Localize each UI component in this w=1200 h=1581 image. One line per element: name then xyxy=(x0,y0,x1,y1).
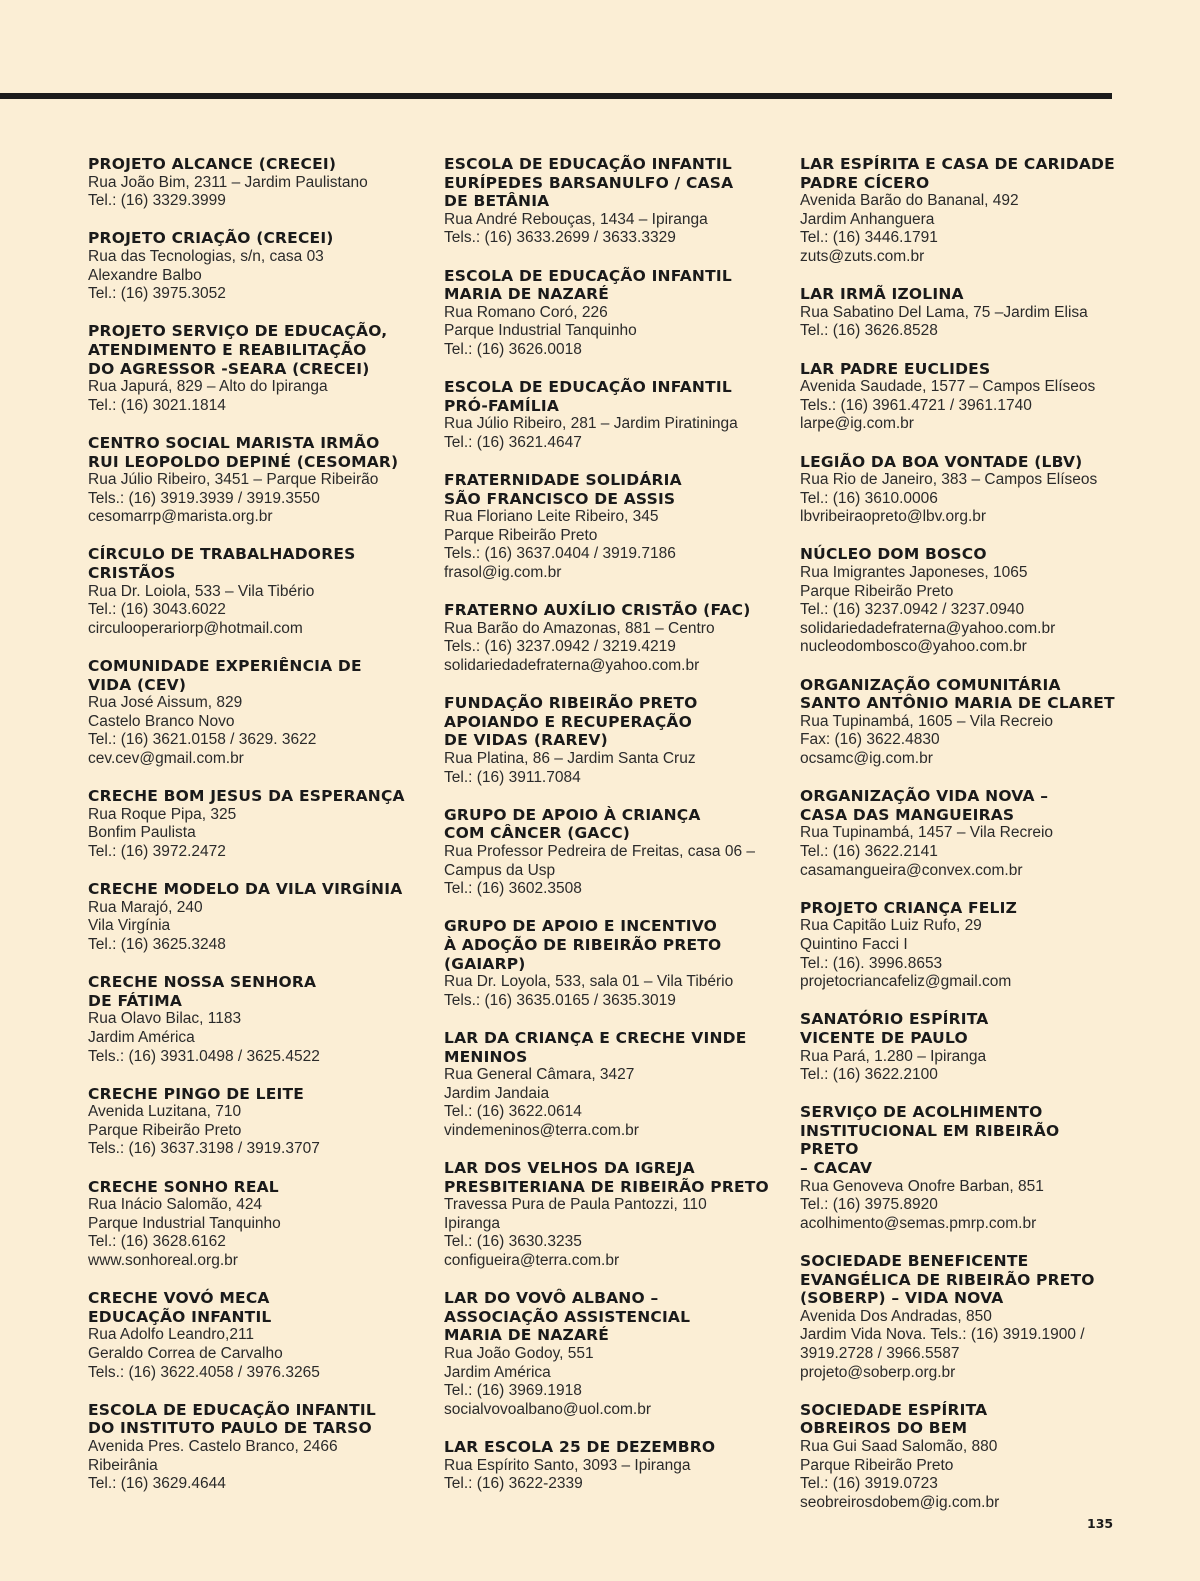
entry-contact-link[interactable]: configueira@terra.com.br xyxy=(444,1252,620,1270)
entry-detail-line: Parque Ribeirão Preto xyxy=(800,1456,954,1474)
page-number: 135 xyxy=(1087,1516,1114,1531)
entry-detail-line: Tel.: (16) 3628.6162 xyxy=(88,1233,226,1251)
entry-detail-line: Jardim América xyxy=(444,1363,551,1381)
directory-entry xyxy=(444,806,774,899)
entry-detail-line: Tels.: (16) 3961.4721 / 3961.1740 xyxy=(800,396,1032,414)
directory-entry xyxy=(444,378,774,452)
directory-entry xyxy=(444,1289,774,1419)
entry-contact-link[interactable]: seobreirosdobem@ig.com.br xyxy=(800,1493,1000,1511)
entry-detail-line: Rua Gui Saad Salomão, 880 xyxy=(800,1437,998,1455)
entry-detail-line: Rua Floriano Leite Ribeiro, 345 xyxy=(444,508,659,526)
entry-detail-line: Tel.: (16) 3911.7084 xyxy=(444,768,581,786)
entry-contact-link[interactable]: larpe@ig.com.br xyxy=(800,415,914,433)
entry-title: COMUNIDADE EXPERIÊNCIA DE VIDA (CEV) xyxy=(88,657,362,694)
entry-contact-link[interactable]: acolhimento@semas.pmrp.com.br xyxy=(800,1214,1037,1232)
entry-detail-line: Tels.: (16) 3637.0404 / 3919.7186 xyxy=(444,545,676,563)
entry-title: SOCIEDADE BENEFICENTE EVANGÉLICA DE RIBEIRÃO PRETO (SOBERP) – VIDA NOVA xyxy=(800,1252,1095,1308)
entry-detail-line: Rua Adolfo Leandro,211 xyxy=(88,1326,255,1344)
entry-title: ORGANIZAÇÃO COMUNITÁRIA SANTO ANTÔNIO MARIA DE CLARET xyxy=(800,675,1115,713)
entry-title: LAR DOS VELHOS DA IGREJA PRESBITERIANA DE RIBEIRÃO PRETO xyxy=(444,1159,769,1196)
entry-contact-link[interactable]: frasol@ig.com.br xyxy=(444,564,562,582)
entry-detail-line: Rua Tupinambá, 1457 – Vila Recreio xyxy=(800,824,1054,842)
entry-title: LAR ESCOLA 25 DE DEZEMBRO xyxy=(444,1437,716,1456)
entry-detail-line: Rua Barão do Amazonas, 881 – Centro xyxy=(444,619,715,637)
entry-title: FUNDAÇÃO RIBEIRÃO PRETO APOIANDO E RECUPERAÇÃO DE VIDAS (RAREV) xyxy=(444,694,698,750)
entry-detail-line: Tels.: (16) 3919.3939 / 3919.3550 xyxy=(88,489,320,507)
entry-detail-line: Tel.: (16) 3629.4644 xyxy=(88,1475,226,1493)
entry-title: PROJETO SERVIÇO DE EDUCAÇÃO, ATENDIMENTO E REABILITAÇÃO DO AGRESSOR -SEARA (CRECEI) xyxy=(88,322,388,378)
entry-title: NÚCLEO DOM BOSCO xyxy=(800,545,987,564)
entry-title: CÍRCULO DE TRABALHADORES CRISTÃOS xyxy=(88,545,356,583)
entry-detail-line: Rua Imigrantes Japoneses, 1065 xyxy=(800,564,1028,582)
directory-column-2 xyxy=(444,155,774,1512)
directory-entry xyxy=(88,545,418,638)
entry-detail-line: Rua Professor Pedreira de Freitas, casa 06 – xyxy=(444,842,756,860)
entry-detail-line: Tel.: (16) 3975.3052 xyxy=(88,285,226,303)
entry-detail-line: Parque Ribeirão Preto xyxy=(88,1121,242,1139)
directory-entry xyxy=(444,1159,774,1271)
directory-entry xyxy=(88,155,418,211)
entry-detail-line: Tel.: (16) 3626.0018 xyxy=(444,340,582,358)
entry-detail-line: Tels.: (16) 3635.0165 / 3635.3019 xyxy=(444,991,676,1009)
entry-detail-line: Rua Roque Pipa, 325 xyxy=(88,805,237,823)
entry-detail-line: Tel.: (16) 3446.1791 xyxy=(800,229,938,247)
entry-detail-line: Campus da Usp xyxy=(444,861,556,879)
entry-detail-line: Tel.: (16) 3630.3235 xyxy=(444,1233,582,1251)
entry-detail-line: Rua Marajó, 240 xyxy=(88,898,203,916)
entry-contact-link[interactable]: solidariedadefraterna@yahoo.com.br xyxy=(444,657,700,675)
entry-title: GRUPO DE APOIO E INCENTIVO À ADOÇÃO DE RIBEIRÃO PRETO (GAIARP) xyxy=(444,917,722,973)
entry-detail-line: Jardim América xyxy=(88,1028,195,1046)
entry-title: LAR DA CRIANÇA E CRECHE VINDE MENINOS xyxy=(444,1028,747,1066)
entry-detail-line: Tel.: (16) 3622.2100 xyxy=(800,1066,938,1084)
directory-entry xyxy=(800,453,1120,527)
directory-entry xyxy=(444,1438,774,1494)
directory-entry xyxy=(88,434,418,527)
entry-title: GRUPO DE APOIO À CRIANÇA COM CÂNCER (GACC) xyxy=(444,805,701,843)
entry-contact-link[interactable]: casamangueira@convex.com.br xyxy=(800,861,1023,879)
entry-detail-line: Rua Platina, 86 – Jardim Santa Cruz xyxy=(444,750,696,767)
directory-entry xyxy=(444,1029,774,1141)
directory-entry xyxy=(444,267,774,360)
directory-column-1 xyxy=(88,155,418,1512)
entry-detail-line: Tel.: (16) 3621.0158 / 3629. 3622 xyxy=(88,731,317,749)
entry-detail-line: Rua Rio de Janeiro, 383 – Campos Elíseos xyxy=(800,471,1098,489)
directory-entry xyxy=(88,1401,418,1494)
entry-title: CRECHE VOVÓ MECA EDUCAÇÃO INFANTIL xyxy=(88,1289,272,1326)
entry-title: CRECHE SONHO REAL xyxy=(88,1177,279,1196)
entry-title: ESCOLA DE EDUCAÇÃO INFANTIL EURÍPEDES BARSANULFO / CASA DE BETÂNIA xyxy=(444,155,734,211)
entry-detail-line: Tel.: (16) 3043.6022 xyxy=(88,601,226,619)
directory-entry xyxy=(88,1085,418,1159)
directory-entry xyxy=(88,229,418,303)
directory-entry xyxy=(88,322,418,415)
entry-detail-line: Fax: (16) 3622.4830 xyxy=(800,731,940,749)
entry-detail-line: Tel.: (16) 3626.8528 xyxy=(800,322,938,340)
directory-entry xyxy=(88,1289,418,1382)
entry-detail-line: Jardim Anhanguera xyxy=(800,210,935,228)
directory-entry xyxy=(88,973,418,1066)
directory-entry xyxy=(88,787,418,861)
entry-detail-line: Rua Dr. Loyola, 533, sala 01 – Vila Tibério xyxy=(444,973,734,991)
entry-detail-line: Rua Inácio Salomão, 424 xyxy=(88,1196,263,1214)
entry-detail-line: Jardim Jandaia xyxy=(444,1084,550,1102)
entry-title: ORGANIZAÇÃO VIDA NOVA – CASA DAS MANGUEIRAS xyxy=(800,787,1049,824)
entry-detail-line: 3919.2728 / 3966.5587 xyxy=(800,1345,960,1362)
directory-entry xyxy=(800,1010,1120,1084)
directory-entry xyxy=(444,155,774,248)
entry-contact-link[interactable]: solidariedadefraterna@yahoo.com.br xyxy=(800,619,1056,637)
entry-title: CRECHE MODELO DA VILA VIRGÍNIA xyxy=(88,880,403,899)
entry-detail-line: Parque Industrial Tanquinho xyxy=(444,322,637,340)
directory-entry xyxy=(800,676,1120,769)
entry-detail-line: Tel.: (16) 3602.3508 xyxy=(444,880,582,898)
entry-detail-line: Tels.: (16) 3622.4058 / 3976.3265 xyxy=(88,1363,320,1381)
entry-detail-line: Tel.: (16) 3329.3999 xyxy=(88,192,226,210)
entry-title: CENTRO SOCIAL MARISTA IRMÃO RUI LEOPOLDO DEPINÉ (CESOMAR) xyxy=(88,433,399,471)
entry-detail-line: Tel.: (16) 3972.2472 xyxy=(88,842,226,860)
entry-detail-line: Alexandre Balbo xyxy=(88,266,202,284)
entry-detail-line: Rua Tupinambá, 1605 – Vila Recreio xyxy=(800,712,1054,730)
entry-title: PROJETO CRIAÇÃO (CRECEI) xyxy=(88,229,334,248)
entry-title: CRECHE PINGO DE LEITE xyxy=(88,1084,305,1103)
directory-entry xyxy=(800,545,1120,657)
entry-detail-line: Parque Ribeirão Preto xyxy=(444,526,598,544)
entry-title: ESCOLA DE EDUCAÇÃO INFANTIL PRÓ-FAMÍLIA xyxy=(444,378,732,415)
entry-contact-link[interactable]: zuts@zuts.com.br xyxy=(800,247,925,265)
entry-detail-line: Rua André Rebouças, 1434 – Ipiranga xyxy=(444,210,708,228)
entry-contact-link[interactable]: projeto@soberp.org.br xyxy=(800,1363,956,1381)
entry-detail-line: Tels.: (16) 3637.3198 / 3919.3707 xyxy=(88,1140,320,1158)
entry-detail-line: Tel.: (16). 3996.8653 xyxy=(800,954,943,972)
entry-detail-line: Avenida Luzitana, 710 xyxy=(88,1103,242,1121)
entry-detail-line: Rua João Bim, 2311 – Jardim Paulistano xyxy=(88,173,368,191)
entry-title: SOCIEDADE ESPÍRITA OBREIROS DO BEM xyxy=(800,1400,988,1438)
entry-contact-link[interactable]: socialvovoalbano@uol.com.br xyxy=(444,1400,652,1418)
entry-detail-line: Rua Dr. Loiola, 533 – Vila Tibério xyxy=(88,582,315,600)
entry-title: ESCOLA DE EDUCAÇÃO INFANTIL MARIA DE NAZARÉ xyxy=(444,266,732,304)
entry-detail-line: Rua Capitão Luiz Rufo, 29 xyxy=(800,917,982,935)
entry-detail-line: Castelo Branco Novo xyxy=(88,712,235,730)
entry-detail-line: Jardim Vida Nova. Tels.: (16) 3919.1900 / xyxy=(800,1326,1085,1344)
directory-entry xyxy=(800,1401,1120,1513)
entry-title: FRATERNIDADE SOLIDÁRIA SÃO FRANCISCO DE ASSIS xyxy=(444,471,682,508)
entry-detail-line: Rua General Câmara, 3427 xyxy=(444,1066,635,1084)
entry-detail-line: Tel.: (16) 3625.3248 xyxy=(88,935,226,953)
entry-detail-line: Tel.: (16) 3919.0723 xyxy=(800,1475,938,1493)
entry-detail-line: Rua Genoveva Onofre Barban, 851 xyxy=(800,1177,1044,1195)
entry-contact-link[interactable]: vindemeninos@terra.com.br xyxy=(444,1121,639,1139)
entry-detail-line: Tel.: (16) 3622.2141 xyxy=(800,842,938,860)
entry-title: LAR IRMÃ IZOLINA xyxy=(800,285,964,304)
entry-detail-line: Tels.: (16) 3237.0942 / 3219.4219 xyxy=(444,638,676,656)
entry-detail-line: Tel.: (16) 3621.4647 xyxy=(444,433,582,451)
entry-detail-line: Tel.: (16) 3610.0006 xyxy=(800,489,938,507)
entry-detail-line: Avenida Barão do Bananal, 492 xyxy=(800,192,1019,210)
entry-detail-line: Rua Espírito Santo, 3093 – Ipiranga xyxy=(444,1456,691,1474)
entry-title: LEGIÃO DA BOA VONTADE (LBV) xyxy=(800,452,1083,471)
entry-title: LAR PADRE EUCLIDES xyxy=(800,359,991,378)
directory-entry xyxy=(88,657,418,769)
entry-title: PROJETO ALCANCE (CRECEI) xyxy=(88,155,337,173)
entry-contact-link[interactable]: cesomarrp@marista.org.br xyxy=(88,508,273,526)
entry-detail-line: Rua Japurá, 829 – Alto do Ipiranga xyxy=(88,378,328,396)
entry-contact-link[interactable]: www.sonhoreal.org.br xyxy=(88,1252,238,1270)
entry-title: CRECHE NOSSA SENHORA DE FÁTIMA xyxy=(88,973,317,1010)
entry-title: FRATERNO AUXÍLIO CRISTÃO (FAC) xyxy=(444,601,751,620)
entry-title: SERVIÇO DE ACOLHIMENTO INSTITUCIONAL EM RIBEIRÃO PRETO – CACAV xyxy=(800,1103,1060,1178)
entry-contact-link[interactable]: ocsamc@ig.com.br xyxy=(800,750,933,767)
entry-detail-line: Travessa Pura de Paula Pantozzi, 110 xyxy=(444,1196,707,1214)
entry-title: PROJETO CRIANÇA FELIZ xyxy=(800,898,1018,917)
entry-title: LAR DO VOVÔ ALBANO – ASSOCIAÇÃO ASSISTENCIAL MARIA DE NAZARÉ xyxy=(444,1289,691,1345)
entry-detail-line: Rua Sabatino Del Lama, 75 –Jardim Elisa xyxy=(800,303,1088,321)
entry-detail-line: Tel.: (16) 3969.1918 xyxy=(444,1382,582,1400)
entry-detail-line: Quintino Facci I xyxy=(800,935,908,953)
directory-entry xyxy=(800,360,1120,434)
entry-detail-line: Rua Júlio Ribeiro, 281 – Jardim Piratininga xyxy=(444,415,738,433)
entry-contact-link[interactable]: cev.cev@gmail.com.br xyxy=(88,750,244,767)
entry-detail-line: Tel.: (16) 3021.1814 xyxy=(88,396,226,414)
directory-entry xyxy=(800,1252,1120,1382)
directory-entry xyxy=(444,917,774,1010)
entry-detail-line: Ipiranga xyxy=(444,1214,501,1232)
entry-detail-line: Tels.: (16) 3633.2699 / 3633.3329 xyxy=(444,229,676,247)
directory-entry xyxy=(88,880,418,954)
entry-detail-line: Rua José Aissum, 829 xyxy=(88,694,243,712)
entry-detail-line: Avenida Pres. Castelo Branco, 2466 xyxy=(88,1437,338,1455)
entry-detail-line: Vila Virgínia xyxy=(88,917,171,935)
entry-detail-line: Rua Júlio Ribeiro, 3451 – Parque Ribeirão xyxy=(88,471,379,489)
directory-entry xyxy=(800,899,1120,992)
entry-detail-line: Bonfim Paulista xyxy=(88,824,196,842)
entry-detail-line: Parque Industrial Tanquinho xyxy=(88,1214,281,1232)
entry-detail-line: Geraldo Correa de Carvalho xyxy=(88,1345,283,1362)
entry-detail-line: Rua das Tecnologias, s/n, casa 03 xyxy=(88,247,324,265)
entry-title: ESCOLA DE EDUCAÇÃO INFANTIL DO INSTITUTO PAULO DE TARSO xyxy=(88,1400,376,1438)
directory-entry xyxy=(444,601,774,675)
directory-entry xyxy=(800,285,1120,341)
entry-detail-line: Rua João Godoy, 551 xyxy=(444,1345,594,1362)
entry-detail-line: Rua Pará, 1.280 – Ipiranga xyxy=(800,1047,987,1065)
entry-detail-line: Tel.: (16) 3975.8920 xyxy=(800,1196,938,1214)
entry-contact-link[interactable]: lbvribeiraopreto@lbv.org.br xyxy=(800,508,987,526)
entry-detail-line: Tel.: (16) 3237.0942 / 3237.0940 xyxy=(800,601,1025,619)
directory-column-3 xyxy=(800,155,1120,1531)
entry-detail-line: Ribeirânia xyxy=(88,1456,158,1474)
entry-contact-link[interactable]: circulooperariorp@hotmail.com xyxy=(88,619,303,637)
header-rule xyxy=(0,93,1112,99)
directory-entry xyxy=(800,155,1120,267)
entry-detail-line: Avenida Saudade, 1577 – Campos Elíseos xyxy=(800,378,1096,396)
entry-detail-line: Rua Romano Coró, 226 xyxy=(444,303,608,321)
entry-detail-line: Rua Olavo Bilac, 1183 xyxy=(88,1010,242,1028)
entry-detail-line: Tel.: (16) 3622.0614 xyxy=(444,1103,582,1121)
entry-contact-link[interactable]: nucleodombosco@yahoo.com.br xyxy=(800,638,1027,656)
directory-entry xyxy=(88,1178,418,1271)
entry-title: CRECHE BOM JESUS DA ESPERANÇA xyxy=(88,787,405,806)
directory-entry xyxy=(800,1103,1120,1233)
entry-contact-link[interactable]: projetocriancafeliz@gmail.com xyxy=(800,973,1012,991)
entry-detail-line: Parque Ribeirão Preto xyxy=(800,582,954,600)
entry-title: LAR ESPÍRITA E CASA DE CARIDADE PADRE CÍCERO xyxy=(800,155,1115,192)
entry-detail-line: Tel.: (16) 3622-2339 xyxy=(444,1475,583,1493)
directory-entry xyxy=(444,471,774,583)
entry-title: SANATÓRIO ESPÍRITA VICENTE DE PAULO xyxy=(800,1010,989,1047)
entry-detail-line: Tels.: (16) 3931.0498 / 3625.4522 xyxy=(88,1047,320,1065)
directory-entry xyxy=(444,694,774,787)
entry-detail-line: Avenida Dos Andradas, 850 xyxy=(800,1307,992,1325)
directory-entry xyxy=(800,787,1120,880)
